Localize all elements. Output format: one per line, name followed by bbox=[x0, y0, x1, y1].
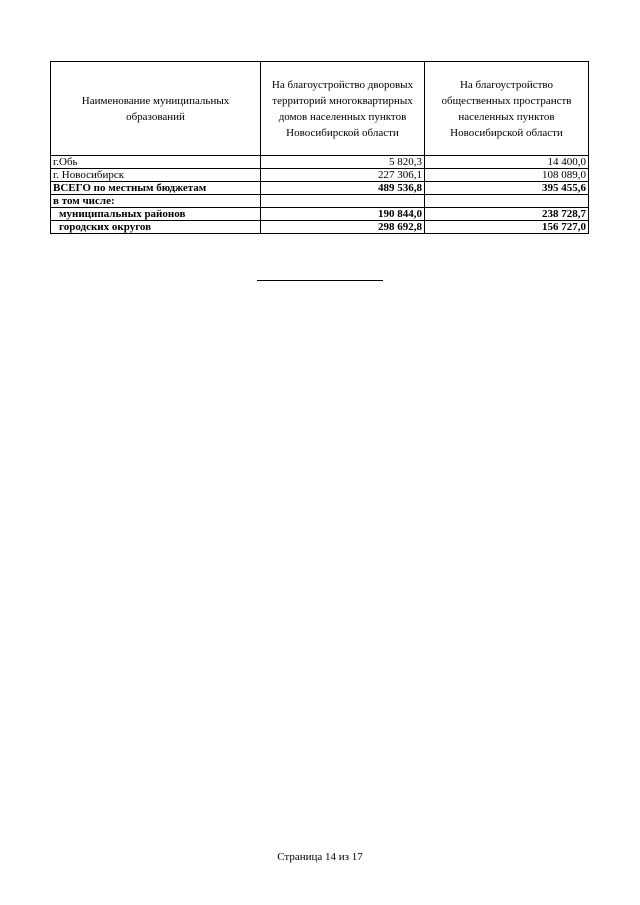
row-public-value: 108 089,0 bbox=[425, 169, 589, 182]
table-row-subheading bbox=[51, 195, 589, 208]
row-name: городских округов bbox=[51, 221, 261, 234]
row-name: муниципальных районов bbox=[51, 208, 261, 221]
page-number: Страница 14 из 17 bbox=[277, 851, 363, 863]
header-municipality: Наименование муниципальных образований bbox=[51, 62, 261, 156]
table-row-total bbox=[51, 182, 589, 195]
table-header-row bbox=[51, 62, 589, 156]
header-yards: На благоустройство дворовых территорий многоквартирных домов населенных пунктов Новосибирской области bbox=[261, 62, 425, 156]
row-yards-value: 489 536,8 bbox=[261, 182, 425, 195]
header-public-spaces: На благоустройство общественных пространств населенных пунктов Новосибирской области bbox=[425, 62, 589, 156]
row-yards-value: 227 306,1 bbox=[261, 169, 425, 182]
row-public-value bbox=[425, 195, 589, 208]
row-name: в том числе: bbox=[51, 195, 261, 208]
row-name: г. Новосибирск bbox=[51, 169, 261, 182]
budget-table bbox=[50, 61, 589, 234]
table-row bbox=[51, 156, 589, 169]
row-yards-value bbox=[261, 195, 425, 208]
row-public-value: 14 400,0 bbox=[425, 156, 589, 169]
table-row bbox=[51, 169, 589, 182]
row-name: ВСЕГО по местным бюджетам bbox=[51, 182, 261, 195]
divider-line bbox=[257, 280, 383, 281]
table-row bbox=[51, 208, 589, 221]
table-row bbox=[51, 221, 589, 234]
row-public-value: 156 727,0 bbox=[425, 221, 589, 234]
row-name: г.Обь bbox=[51, 156, 261, 169]
row-yards-value: 5 820,3 bbox=[261, 156, 425, 169]
row-public-value: 238 728,7 bbox=[425, 208, 589, 221]
row-yards-value: 190 844,0 bbox=[261, 208, 425, 221]
row-yards-value: 298 692,8 bbox=[261, 221, 425, 234]
row-public-value: 395 455,6 bbox=[425, 182, 589, 195]
